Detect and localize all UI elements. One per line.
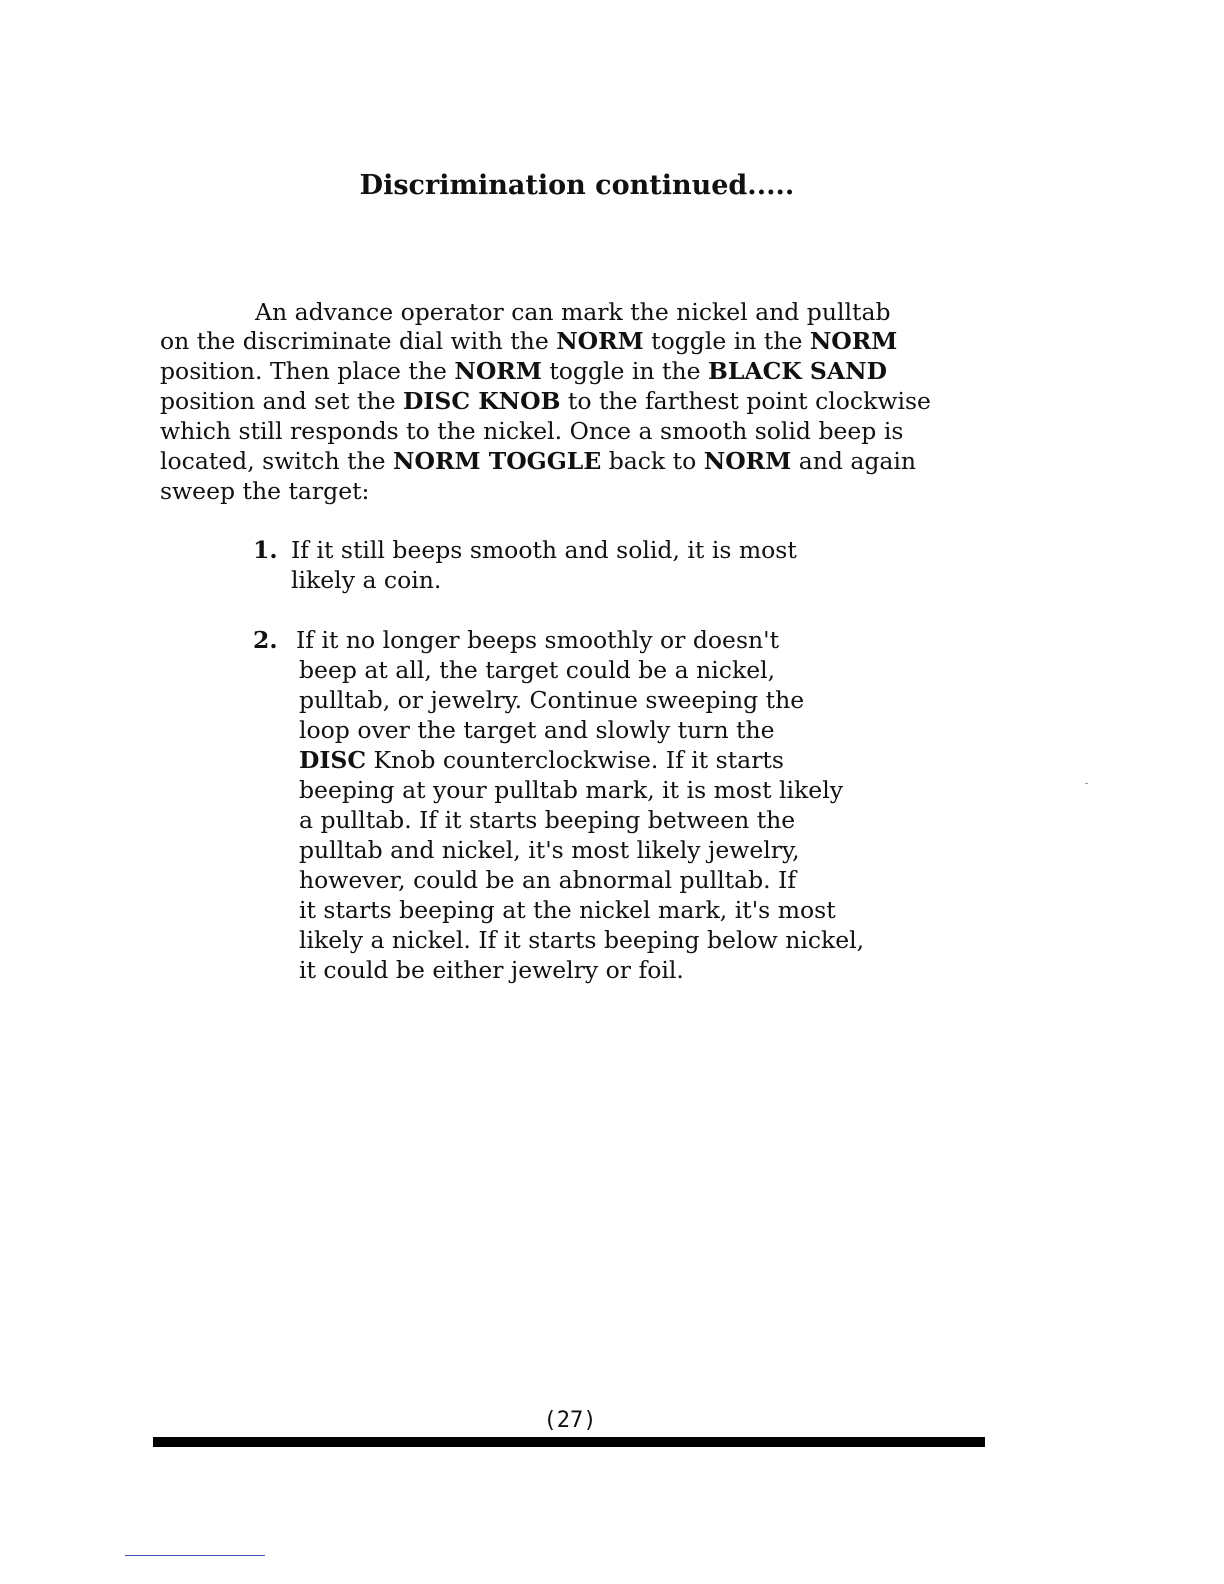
list-item-number: 1. [253, 536, 278, 564]
norm-term: NORM [454, 357, 542, 385]
intro-text: to the farthest point clockwise [560, 387, 931, 415]
footer-rule [153, 1437, 985, 1447]
list-item-line: it starts beeping at the nickel mark, it's most [299, 896, 836, 924]
list-item-line: it could be either jewelry or foil. [299, 956, 684, 984]
list-item-text: Knob counterclockwise. If it starts [366, 746, 784, 774]
list-item-line [299, 745, 784, 775]
intro-text: position. Then place the [160, 357, 455, 385]
intro-text: An advance operator can mark the nickel and pulltab [255, 298, 891, 326]
list-item-line: a pulltab. If it starts beeping between the [299, 806, 796, 834]
intro-text: toggle in the [643, 327, 810, 355]
list-item-line: however, could be an abnormal pulltab. If [299, 866, 797, 894]
intro-text: and again [791, 447, 917, 475]
norm-term: NORM [809, 327, 898, 355]
intro-text: back to [601, 447, 704, 475]
disc-term: DISC [299, 746, 367, 774]
intro-line [255, 297, 891, 327]
list-item-line: pulltab, or jewelry. Continue sweeping the [299, 686, 805, 714]
norm-toggle-term: NORM TOGGLE [393, 447, 602, 475]
corner-rule [125, 1555, 265, 1556]
list-item-line: beeping at your pulltab mark, it is most likely [299, 776, 843, 804]
intro-line [160, 446, 916, 476]
list-item-number: 2. [253, 626, 278, 654]
page-number: (27) [543, 1408, 597, 1433]
black-sand-term: BLACK SAND [707, 357, 887, 385]
list-item-line: loop over the target and slowly turn the [299, 716, 775, 744]
scan-speck [1085, 783, 1088, 784]
list-item-line: If it no longer beeps smoothly or doesn't [296, 626, 780, 654]
intro-text: on the discriminate dial with the [160, 327, 557, 355]
list-item-line: likely a coin. [291, 566, 442, 594]
intro-line [160, 476, 369, 506]
intro-text: toggle in the [541, 357, 708, 385]
intro-line [160, 326, 897, 356]
intro-line [160, 416, 903, 446]
list-item-line: beep at all, the target could be a nickel, [299, 656, 776, 684]
page-title: Discrimination continued..... [359, 170, 795, 201]
list-item-line: pulltab and nickel, it's most likely jewelry, [299, 836, 800, 864]
intro-line [160, 356, 887, 386]
intro-text: position and set the [160, 387, 403, 415]
list-item-line: likely a nickel. If it starts beeping below nickel, [299, 926, 865, 954]
norm-term: NORM [703, 447, 792, 475]
intro-line [160, 386, 931, 416]
norm-term: NORM [556, 327, 644, 355]
disc-knob-term: DISC KNOB [402, 387, 561, 415]
list-item-line: If it still beeps smooth and solid, it is most [291, 536, 797, 564]
intro-text: which still responds to the nickel. Once a smooth solid beep is [160, 417, 904, 445]
intro-text: sweep the target: [160, 477, 370, 505]
intro-text: located, switch the [160, 447, 394, 475]
